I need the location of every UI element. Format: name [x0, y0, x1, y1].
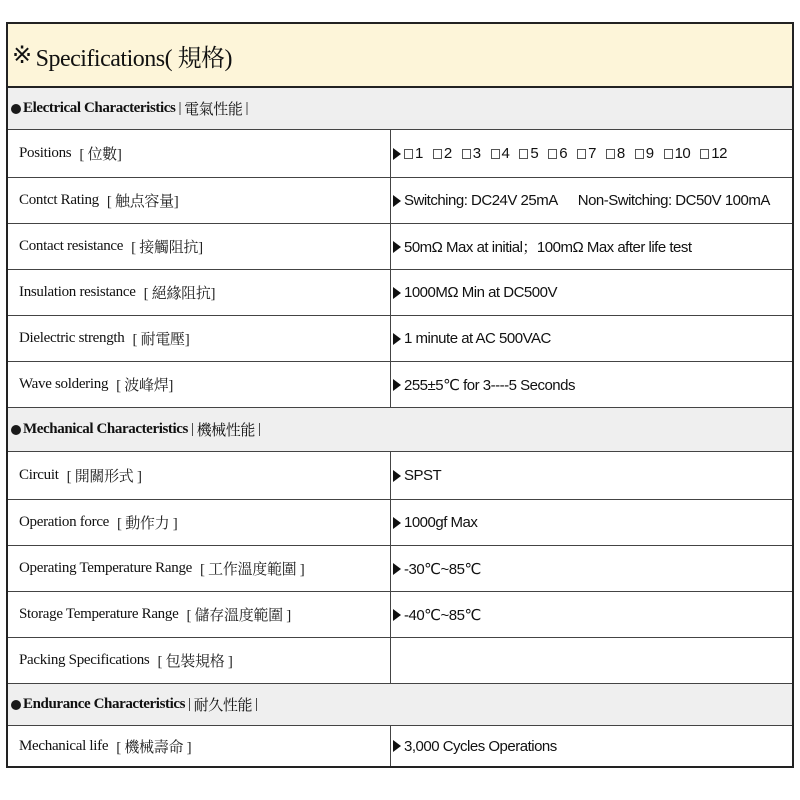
spec-value: 1 minute at AC 500VAC	[404, 330, 551, 347]
spec-value: 255±5℃ for 3----5 Seconds	[404, 376, 575, 394]
checkbox-icon	[635, 149, 644, 159]
section-title: Endurance Characteristics	[23, 696, 186, 712]
spec-row-storage-temperature	[8, 592, 792, 638]
spec-label: Positions	[19, 145, 72, 161]
arrow-icon	[393, 470, 401, 482]
position-number: 7	[588, 145, 596, 162]
spec-title-text: Specifications( 規格)	[35, 45, 233, 72]
arrow-icon	[393, 241, 401, 253]
spec-row-circuit	[8, 452, 792, 500]
spec-label-zh: [ 波峰焊]	[116, 378, 174, 394]
position-option	[404, 145, 423, 162]
spec-label: Mechanical life	[19, 737, 109, 754]
section-endurance: Endurance Characteristics | 耐久性能 |	[8, 684, 792, 726]
spec-label-zh: [ 触点容量]	[106, 194, 179, 210]
checkbox-icon	[700, 149, 709, 159]
arrow-icon	[393, 333, 401, 345]
position-number: 3	[472, 145, 481, 162]
spec-label: Contct Rating	[19, 192, 99, 208]
spec-label: Operation force	[19, 514, 110, 530]
spec-value: -30℃~85℃	[404, 560, 481, 578]
bullet-icon	[11, 104, 21, 114]
position-number: 9	[645, 145, 654, 162]
spec-title	[8, 24, 792, 88]
position-option	[577, 145, 596, 162]
bullet-icon	[11, 425, 21, 435]
spec-value: Switching: DC24V 25mA	[404, 192, 558, 209]
spec-row-mechanical-life	[8, 726, 792, 766]
section-title-zh: 電氣性能	[184, 102, 243, 118]
spec-value: 3,000 Cycles Operations	[404, 737, 557, 755]
position-number: 6	[559, 145, 568, 162]
spec-label-zh: [ 機械壽命 ]	[116, 739, 192, 756]
spec-label-zh: [ 位數]	[79, 147, 122, 163]
spec-row-packing	[8, 638, 792, 684]
spec-label-zh: [ 包裝規格 ]	[157, 654, 233, 670]
position-option	[519, 145, 538, 162]
checkbox-icon	[462, 149, 471, 159]
spec-row-contact-rating	[8, 178, 792, 224]
position-number: 12	[711, 145, 727, 162]
position-number: 2	[443, 145, 452, 162]
spec-label-zh: [ 儲存溫度範圍 ]	[186, 608, 291, 624]
spec-row-wave-soldering	[8, 362, 792, 408]
checkbox-icon	[404, 149, 413, 159]
spec-label: Dielectric strength	[19, 330, 125, 346]
spec-value: 50mΩ Max at initial；100mΩ Max after life test	[404, 239, 692, 256]
spec-value: -40℃~85℃	[404, 606, 481, 624]
spec-row-operation-force	[8, 500, 792, 546]
arrow-icon	[393, 517, 401, 529]
position-option	[700, 145, 727, 162]
spec-label-zh: [ 耐電壓]	[132, 332, 190, 348]
position-option	[635, 145, 654, 162]
arrow-icon	[393, 379, 401, 391]
position-option	[462, 145, 481, 162]
arrow-icon	[393, 563, 401, 575]
spec-label-zh: [ 接觸阻抗]	[131, 240, 203, 256]
checkbox-icon	[433, 149, 442, 159]
arrow-icon	[393, 740, 401, 752]
position-number: 8	[616, 145, 625, 162]
position-option	[664, 145, 691, 162]
spec-row-dielectric-strength	[8, 316, 792, 362]
spec-value-secondary: Non-Switching: DC50V 100mA	[577, 192, 770, 209]
position-number: 5	[530, 145, 539, 162]
spec-row-operating-temperature	[8, 546, 792, 592]
spec-sheet	[6, 22, 794, 768]
position-option	[606, 145, 625, 162]
section-title: Mechanical Characteristics	[23, 421, 188, 437]
arrow-icon	[393, 195, 401, 207]
reference-mark: ※	[12, 42, 32, 69]
position-option	[491, 145, 510, 162]
spec-row-positions	[8, 130, 792, 178]
spec-label-zh: [ 開關形式 ]	[66, 469, 142, 485]
checkbox-icon	[606, 149, 615, 159]
bullet-icon	[11, 700, 21, 710]
spec-label: Wave soldering	[19, 376, 109, 392]
section-mechanical: Mechanical Characteristics | 機械性能 |	[8, 408, 792, 452]
section-title: Electrical Characteristics	[23, 100, 176, 116]
checkbox-icon	[577, 149, 586, 159]
arrow-icon	[393, 287, 401, 299]
spec-row-insulation-resistance	[8, 270, 792, 316]
position-number: 4	[501, 145, 510, 162]
position-option	[433, 145, 452, 162]
spec-label: Packing Specifications	[19, 652, 150, 668]
spec-label: Operating Temperature Range	[19, 560, 192, 576]
spec-label-zh: [ 絕緣阻抗]	[143, 286, 216, 302]
spec-label-zh: [ 工作溫度範圍 ]	[200, 562, 305, 578]
spec-value: 1000gf Max	[404, 514, 478, 531]
position-option	[548, 145, 567, 162]
spec-value: 1000MΩ Min at DC500V	[404, 284, 557, 301]
arrow-icon	[393, 148, 401, 160]
checkbox-icon	[548, 149, 557, 159]
section-title-zh: 機械性能	[196, 423, 255, 439]
spec-label: Storage Temperature Range	[19, 606, 179, 622]
position-number: 10	[674, 145, 691, 162]
spec-value: SPST	[404, 467, 442, 484]
spec-label: Contact resistance	[19, 238, 124, 254]
section-title-zh: 耐久性能	[193, 698, 253, 714]
spec-row-contact-resistance	[8, 224, 792, 270]
checkbox-icon	[491, 149, 500, 159]
spec-label: Circuit	[19, 467, 59, 483]
positions-value	[391, 130, 792, 177]
spec-label: Insulation resistance	[19, 284, 136, 300]
arrow-icon	[393, 609, 401, 621]
section-electrical: Electrical Characteristics | 電氣性能 |	[8, 88, 792, 130]
position-number: 1	[415, 145, 423, 162]
checkbox-icon	[664, 149, 673, 159]
checkbox-icon	[519, 149, 528, 159]
spec-label-zh: [ 動作力 ]	[117, 516, 178, 532]
